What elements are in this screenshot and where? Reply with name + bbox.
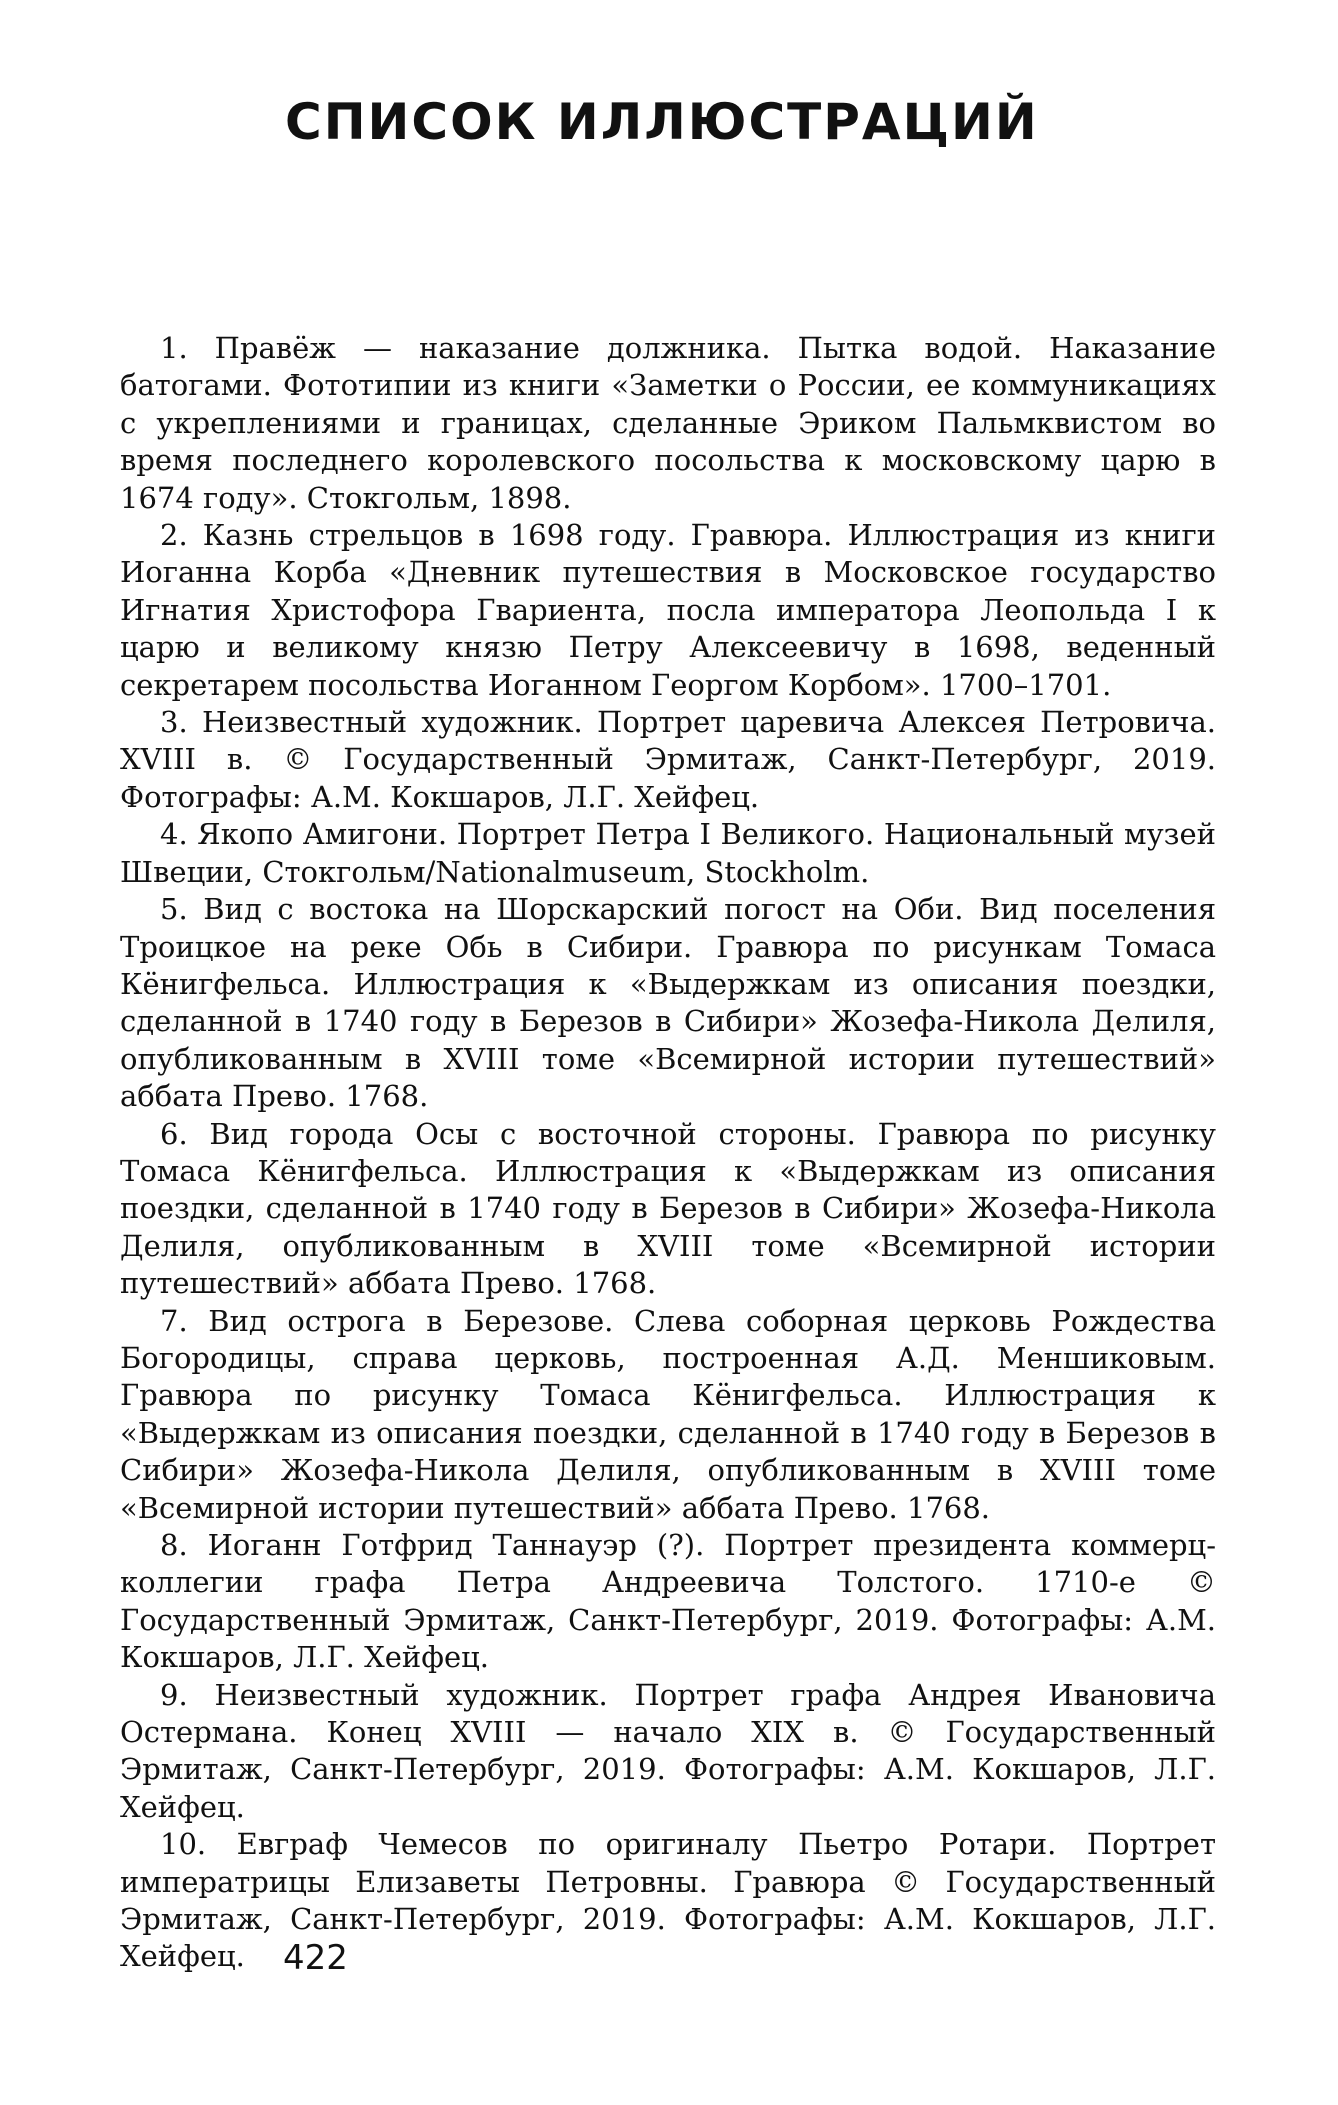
list-item-4: 4. Якопо Амигони. Портрет Петра I Великого. Национальный музей Швеции, Стокгольм/Nationalmuseum, Stockholm. (120, 817, 1216, 889)
list-item-2: 2. Казнь стрельцов в 1698 году. Гравюра. Иллюстрация из книги Иоганна Корба «Дневник путешествия в Московское государство Игнатия Христофора Гвариента, посла императора Леопольда I к царю и великому князю Петру Алексеевичу в 1698, веденный секретарем посольства Иоганном Георгом Корбом». 1700–1701. (120, 518, 1216, 702)
list-item-7: 7. Вид острога в Березове. Слева соборная церковь Рождества Богородицы, справа церковь, построенная А.Д. Меншиковым. Гравюра по рисунку Томаса Кёнигфельса. Иллюстрация к «Выдержкам из описания поездки, сделанной в 1740 году в Березов в Сибири» Жозефа-Никола Делиля, опубликованным в XVIII томе «Всемирной истории путешествий» аббата Прево. 1768. (120, 1303, 1216, 1525)
list-item-1: 1. Правёж — наказание должника. Пытка водой. Наказание батогами. Фототипии из книги «Заметки о России, ее коммуникациях с укреплениями и границах, сделанные Эриком Пальмквистом во время последнего королевского посольства к московскому царю в 1674 году». Стокгольм, 1898. (120, 331, 1216, 515)
illustration-list (120, 330, 1216, 1976)
list-item-5: 5. Вид с востока на Шорскарский погост на Оби. Вид поселения Троицкое на реке Обь в Сибири. Гравюра по рисункам Томаса Кёнигфельса. Иллюстрация к «Выдержкам из описания поездки, сделанной в 1740 году в Березов в Сибири» Жозефа-Никола Делиля, опубликованным в XVIII томе «Всемирной истории путешествий» аббата Прево. 1768. (120, 892, 1216, 1114)
list-item-3: 3. Неизвестный художник. Портрет царевича Алексея Петровича. XVIII в. © Государственный Эрмитаж, Санкт-Петербург, 2019. Фотографы: А.М. Кокшаров, Л.Г. Хейфец. (120, 705, 1216, 814)
list-item-9: 9. Неизвестный художник. Портрет графа Андрея Ивановича Остермана. Конец XVIII — начало XIX в. © Государственный Эрмитаж, Санкт-Петербург, 2019. Фотографы: А.М. Кокшаров, Л.Г. Хейфец. (120, 1677, 1216, 1824)
page-number: 422 (283, 1938, 348, 1978)
page-title: СПИСОК ИЛЛЮСТРАЦИЙ (285, 93, 1039, 151)
list-item-6: 6. Вид города Осы с восточной стороны. Гравюра по рисунку Томаса Кёнигфельса. Иллюстрация к «Выдержкам из описания поездки, сделанной в 1740 году в Березов в Сибири» Жозефа-Никола Делиля, опубликованным в XVIII томе «Всемирной истории путешествий» аббата Прево. 1768. (120, 1116, 1216, 1301)
list-item-8: 8. Иоганн Готфрид Таннауэр (?). Портрет президента коммерц-коллегии графа Петра Андреевича Толстого. 1710-е © Государственный Эрмитаж, Санкт-Петербург, 2019. Фотографы: А.М. Кокшаров, Л.Г. Хейфец. (120, 1528, 1216, 1675)
list-item-10: 10. Евграф Чемесов по оригиналу Пьетро Ротари. Портрет императрицы Елизаветы Петровны. Гравюра © Государственный Эрмитаж, Санкт-Петербург, 2019. Фотографы: А.М. Кокшаров, Л.Г. Хейфец. (120, 1827, 1216, 1974)
